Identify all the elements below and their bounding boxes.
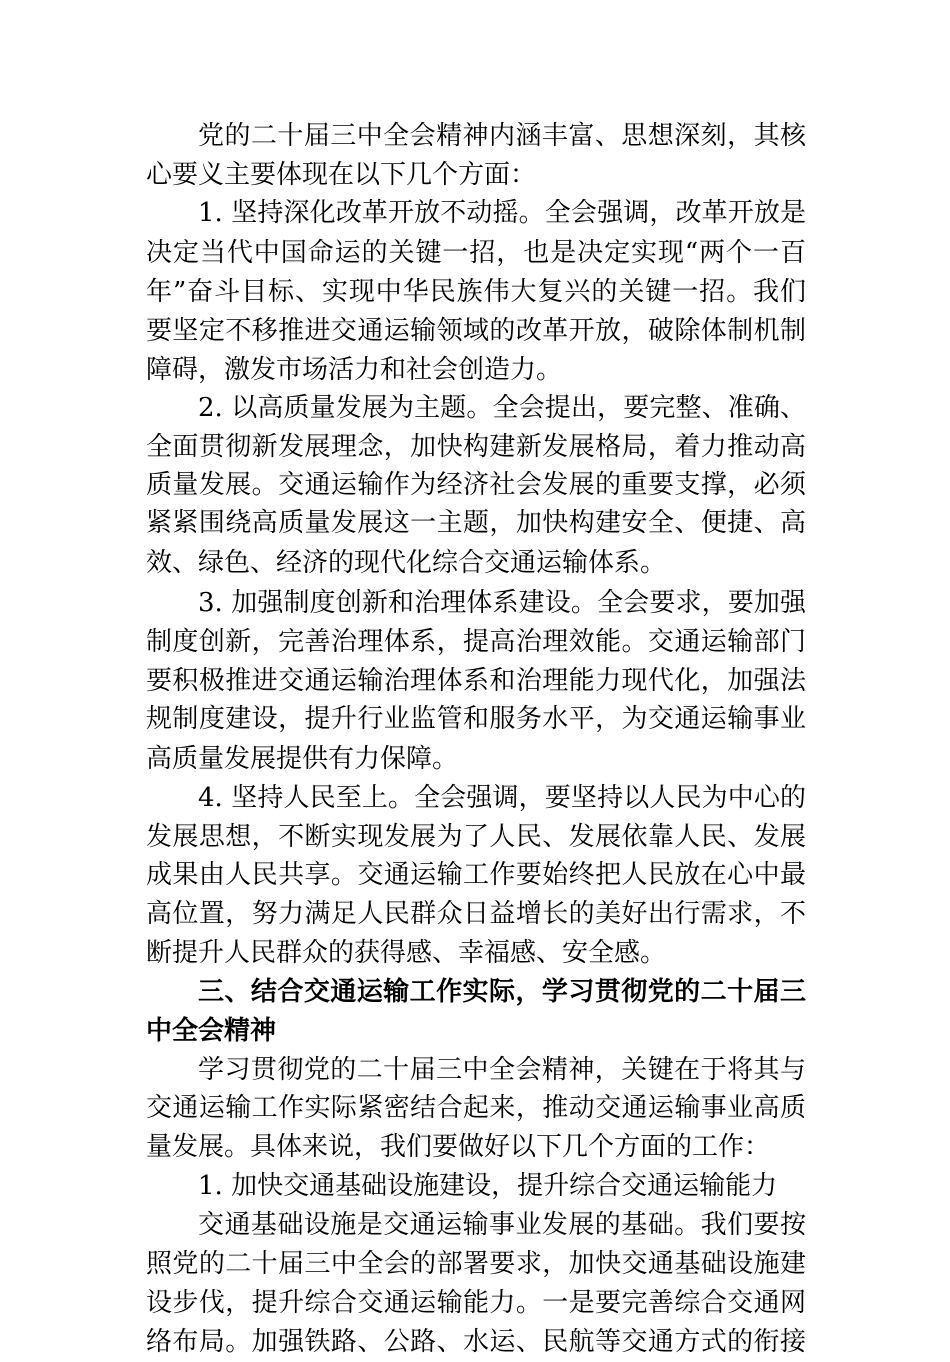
subsection-heading: 1. 加快交通基础设施建设，提升综合交通运输能力 bbox=[198, 1171, 778, 1201]
section-heading: 中全会精神 bbox=[146, 1016, 277, 1046]
paragraph-line: 高位置，努力满足人民群众日益增长的美好出行需求，不 bbox=[146, 899, 806, 929]
paragraph-line: 决定当代中国命运的关键一招，也是决定实现“两个一百 bbox=[146, 238, 806, 268]
paragraph-line: 年”奋斗目标、实现中华民族伟大复兴的关键一招。我们 bbox=[146, 277, 806, 307]
paragraph-line: 要坚定不移推进交通运输领域的改革开放，破除体制机制 bbox=[146, 316, 806, 346]
paragraph-line: 照党的二十届三中全会的部署要求，加快交通基础设施建 bbox=[146, 1249, 806, 1279]
paragraph-line: 规制度建设，提升行业监管和服务水平，为交通运输事业 bbox=[146, 704, 806, 734]
paragraph-line: 学习贯彻党的二十届三中全会精神，关键在于将其与 bbox=[198, 1055, 806, 1085]
paragraph-line: 党的二十届三中全会精神内涵丰富、思想深刻，其核 bbox=[198, 121, 806, 151]
item-heading-line: 3. 加强制度创新和治理体系建设。全会要求，要加强 bbox=[198, 588, 806, 618]
paragraph-line: 质量发展。交通运输作为经济社会发展的重要支撑，必须 bbox=[146, 470, 806, 500]
paragraph-line: 全面贯彻新发展理念，加快构建新发展格局，着力推动高 bbox=[146, 432, 806, 462]
paragraph-line: 高质量发展提供有力保障。 bbox=[146, 744, 459, 774]
paragraph-line: 效、绿色、经济的现代化综合交通运输体系。 bbox=[146, 548, 667, 578]
paragraph-line: 设步伐，提升综合交通运输能力。一是要完善综合交通网 bbox=[146, 1288, 806, 1318]
paragraph-line: 要积极推进交通运输治理体系和治理能力现代化，加强法 bbox=[146, 666, 806, 696]
paragraph-line: 成果由人民共享。交通运输工作要始终把人民放在心中最 bbox=[146, 860, 806, 890]
paragraph-line: 障碍，激发市场活力和社会创造力。 bbox=[146, 355, 563, 385]
paragraph-line: 断提升人民群众的获得感、幸福感、安全感。 bbox=[146, 938, 667, 968]
item-heading-line: 1. 坚持深化改革开放不动摇。全会强调，改革开放是 bbox=[198, 198, 806, 228]
item-heading-line: 2. 以高质量发展为主题。全会提出，要完整、准确、 bbox=[198, 393, 806, 423]
paragraph-line: 交通基础设施是交通运输事业发展的基础。我们要按 bbox=[198, 1210, 806, 1240]
paragraph-line: 发展思想，不断实现发展为了人民、发展依靠人民、发展 bbox=[146, 822, 806, 852]
paragraph-line: 紧紧围绕高质量发展这一主题，加快构建安全、便捷、高 bbox=[146, 508, 806, 538]
paragraph-line: 量发展。具体来说，我们要做好以下几个方面的工作： bbox=[146, 1132, 771, 1162]
item-heading-line: 4. 坚持人民至上。全会强调，要坚持以人民为中心的 bbox=[198, 783, 806, 813]
paragraph-line: 交通运输工作实际紧密结合起来，推动交通运输事业高质 bbox=[146, 1093, 806, 1123]
section-heading: 三、结合交通运输工作实际，学习贯彻党的二十届三 bbox=[198, 977, 806, 1007]
paragraph-line: 制度创新，完善治理体系，提高治理效能。交通运输部门 bbox=[146, 627, 806, 657]
paragraph-line: 络布局。加强铁路、公路、水运、民航等交通方式的衔接 bbox=[146, 1327, 806, 1357]
paragraph-line: 心要义主要体现在以下几个方面： bbox=[146, 160, 537, 190]
